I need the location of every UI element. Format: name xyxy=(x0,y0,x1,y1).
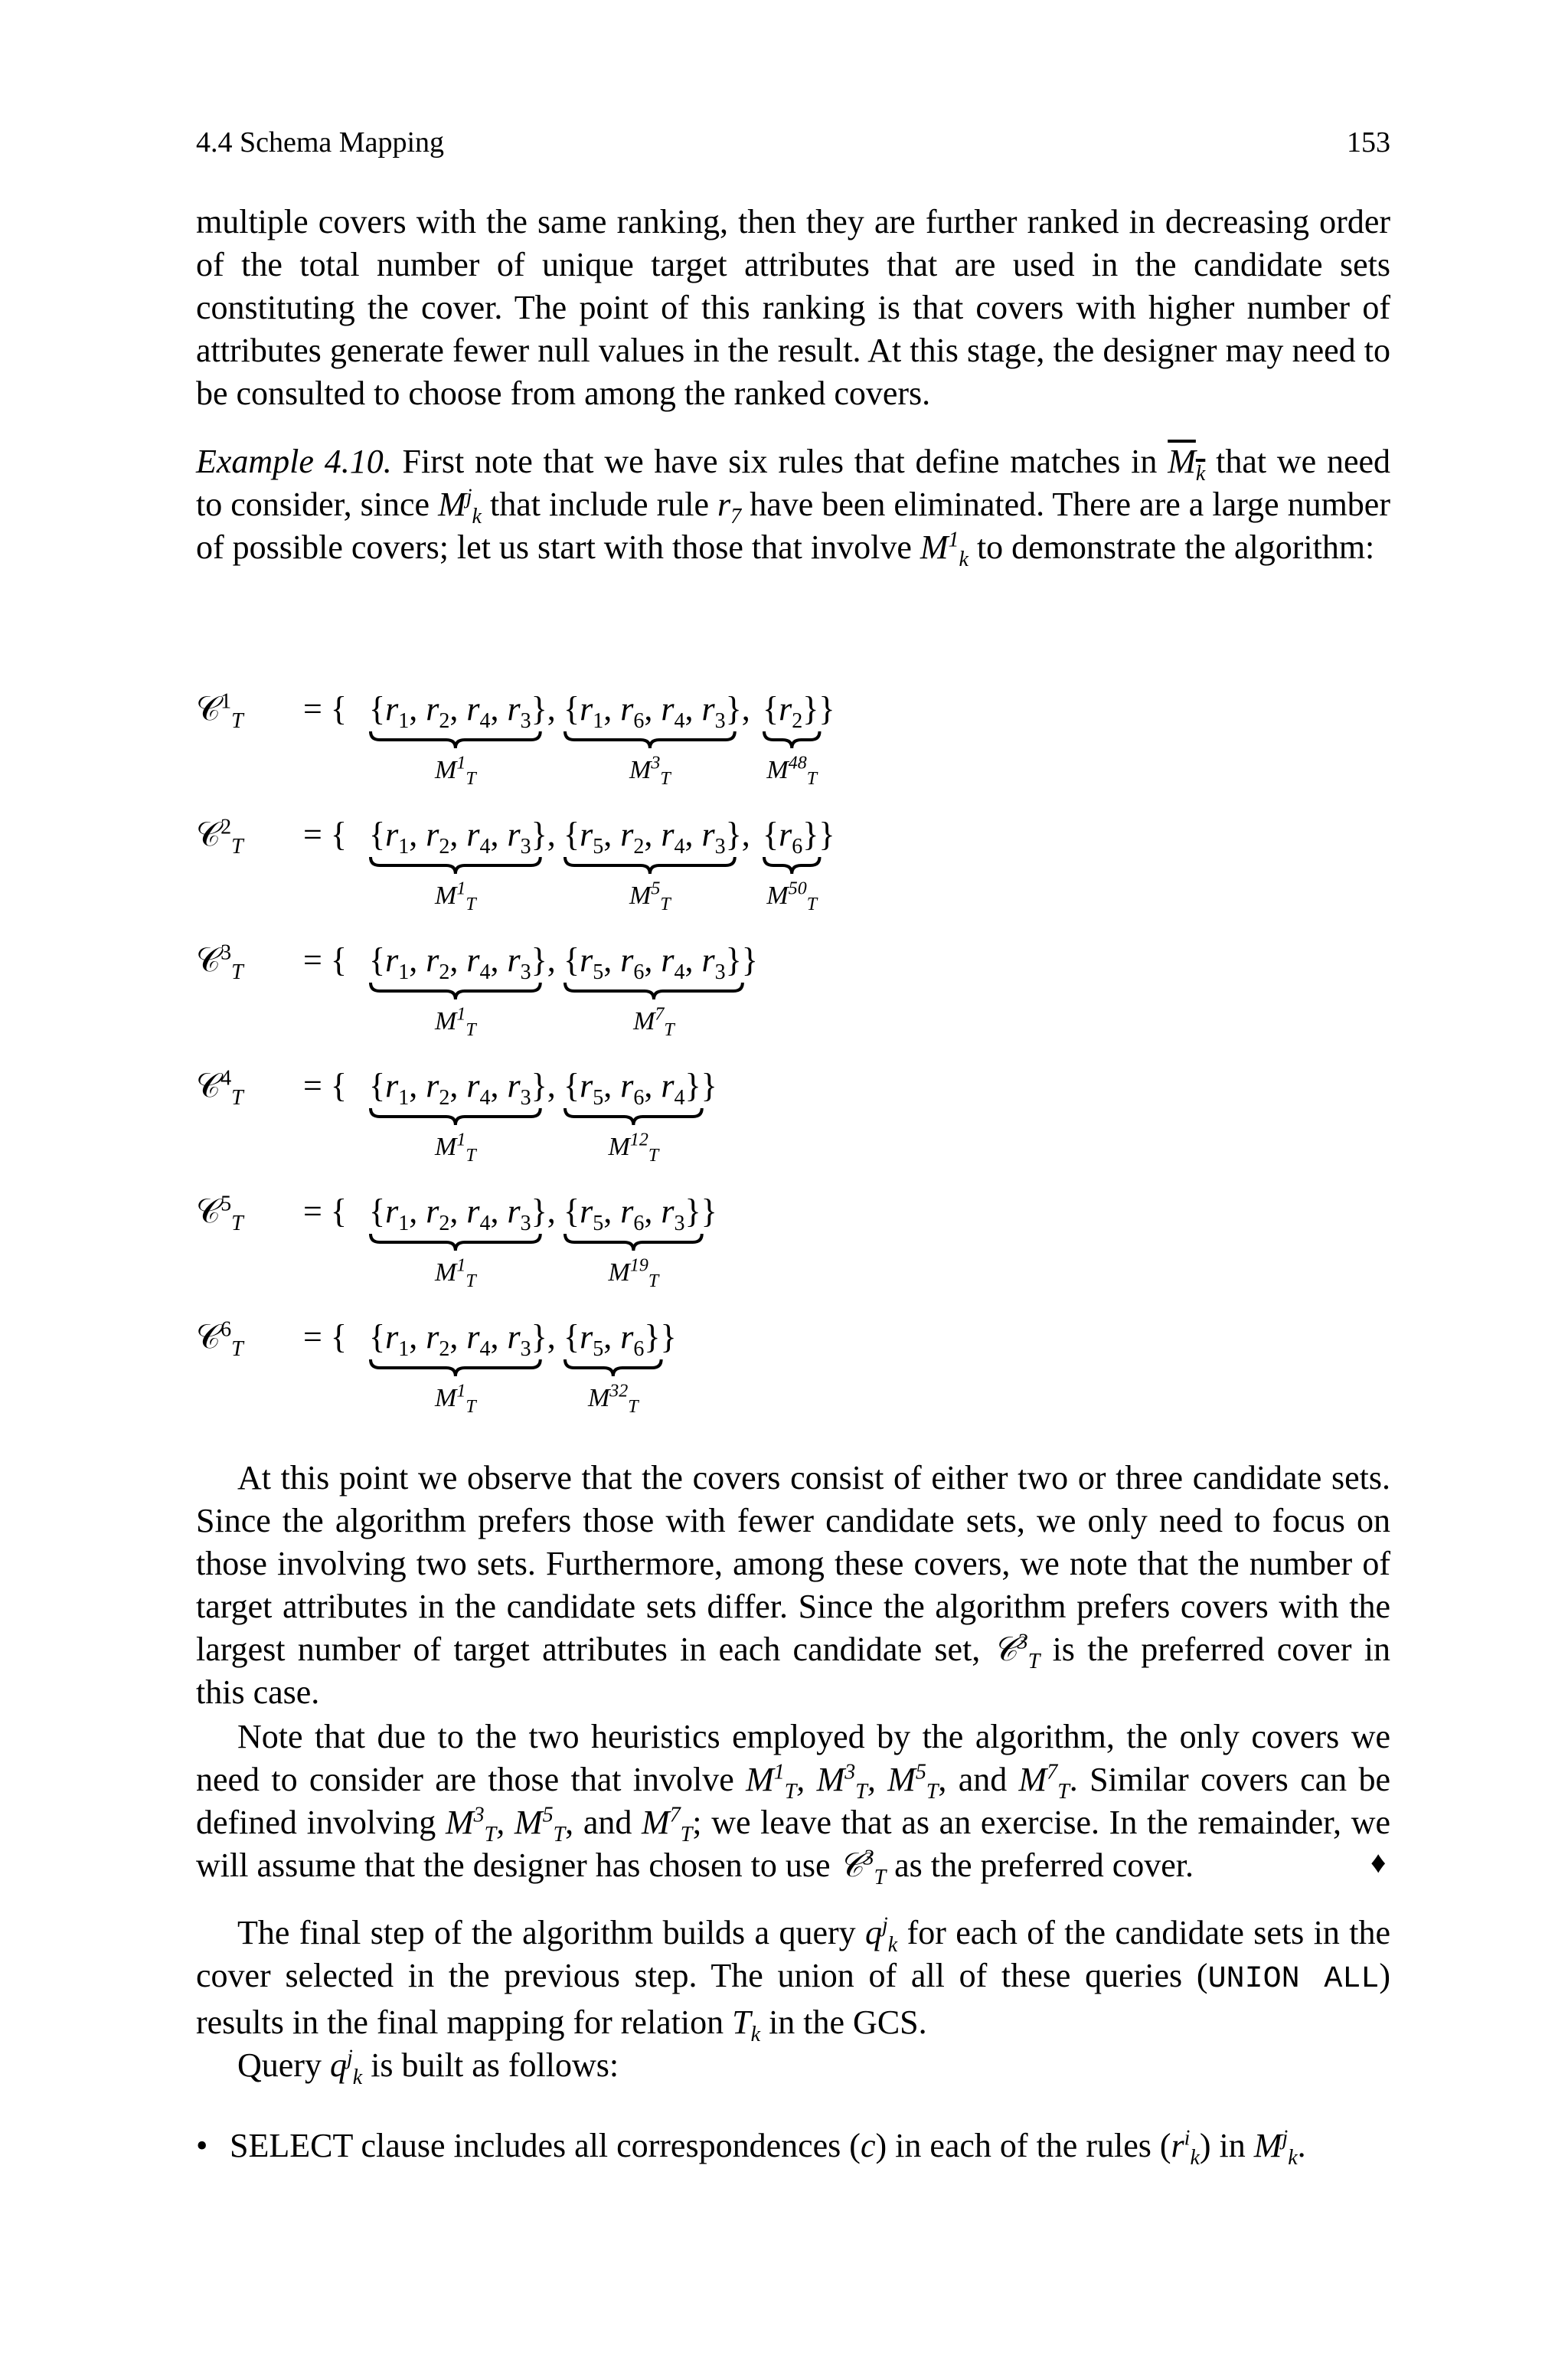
paragraph-2-text-2: is the preferred cover in this case. xyxy=(196,1631,1391,1711)
underbrace xyxy=(369,1107,542,1127)
cover-name: 𝒞$^1_T$ xyxy=(196,689,243,733)
bullet-item xyxy=(196,2124,1390,2170)
candidate-set-elements: $\{r_2\}$} xyxy=(763,690,835,733)
candidate-set-elements: {$r_5$, $r_6$}} xyxy=(564,1318,677,1361)
page-number: 153 xyxy=(1347,126,1390,159)
paragraph-3-text-3: . Similar covers can be defined involving xyxy=(196,1761,1390,1841)
cover-name: 𝒞$^2_T$ xyxy=(196,815,243,859)
underbrace xyxy=(564,730,737,750)
example-label: Example 4.10. xyxy=(196,443,392,480)
candidate-set-elements: {$r_5$, $r_6$, $r_4$}} xyxy=(564,1067,717,1110)
equals-sign: = { xyxy=(303,816,347,853)
underbrace xyxy=(763,730,822,750)
candidate-set-label: $M^1_T$ xyxy=(435,753,476,789)
paragraph-4-text-3: ) results in the final mapping for relation xyxy=(196,1957,1390,2041)
candidate-set xyxy=(763,689,835,789)
bullet-var-c: c xyxy=(860,2127,876,2164)
example-4-10 xyxy=(196,440,1390,569)
math-qkj: $q^j_k$ xyxy=(865,1913,898,1957)
end-of-example-diamond-icon: ♦ xyxy=(1370,1845,1387,1879)
candidate-set-elements: {$r_1$, $r_2$, $r_4$, $r_3$}, xyxy=(369,690,556,733)
candidate-set-elements: {$r_1$, $r_2$, $r_4$, $r_3$}, xyxy=(369,816,556,859)
math-qkj-b: $q^j_k$ xyxy=(329,2046,363,2089)
underbrace xyxy=(564,1232,704,1252)
bullet-text-1: SELECT clause includes all correspondences ( xyxy=(230,2127,861,2164)
paragraph-3 xyxy=(196,1716,1390,1887)
bullet-text-4: . xyxy=(1297,2127,1306,2164)
candidate-set-elements: {$r_5$, $r_6$, $r_3$}} xyxy=(564,1192,717,1235)
paragraph-4-text-1: The final step of the algorithm builds a query xyxy=(237,1914,865,1951)
math-mt-list-a: $M^1_T$, $M^3_T$, $M^5_T$ xyxy=(746,1760,939,1804)
candidate-set-label: $M^5_T$ xyxy=(629,878,671,914)
candidate-set xyxy=(369,1192,556,1291)
candidate-set-label: $M^{48}_T$ xyxy=(766,753,818,789)
equals-sign: = { xyxy=(303,1192,347,1230)
underbrace xyxy=(369,730,542,750)
math-r7: $r_7$ xyxy=(717,486,742,528)
covers-formula xyxy=(196,689,962,1425)
underbrace xyxy=(369,981,542,1001)
candidate-set-elements: $\{r_6\}$} xyxy=(763,816,835,859)
cover-name: 𝒞$^5_T$ xyxy=(196,1192,243,1235)
equals-sign: = { xyxy=(303,1318,347,1356)
math-mk1: $M^1_k$ xyxy=(920,528,969,571)
paragraph-2-text-1: At this point we observe that the covers consist of either two or three candidate sets. Since the algorithm prefers those with fewer candidate sets, we only need to focus on those involving two sets. Furthermore, among these covers, we note that the number of target attributes in the candidate sets differ. Since the algorithm prefers covers with the largest number of target attributes in each candidate set, xyxy=(196,1459,1390,1668)
candidate-set-label: $M^3_T$ xyxy=(629,753,671,789)
candidate-set-elements: {$r_5$, $r_2$, $r_4$, $r_3$}, xyxy=(564,816,750,859)
candidate-set-label: $M^7_T$ xyxy=(633,1004,675,1040)
example-text-5: to demonstrate the algorithm: xyxy=(968,528,1375,566)
candidate-set xyxy=(369,1066,556,1166)
paragraph-5-text-1: Query xyxy=(237,2046,330,2084)
underbrace xyxy=(369,1358,542,1378)
paragraph-1-text: multiple covers with the same ranking, then they are further ranked in decreasing order of the total number of unique target attributes that are used in the candidate sets constituting the cover. The point of this ranking is that covers with higher number of attributes generate fewer null values in the result. At this stage, the designer may need to be consulted to choose from among the ranked covers. xyxy=(196,203,1390,412)
example-text-4: have been eliminated. There are a large number of possible covers; let us start with those that involve xyxy=(196,486,1390,566)
underbrace xyxy=(369,1232,542,1252)
paragraph-2 xyxy=(196,1457,1390,1714)
paragraph-3-text-4: , and xyxy=(565,1804,642,1841)
candidate-set-label: $M^1_T$ xyxy=(435,1255,476,1291)
paragraph-1 xyxy=(196,201,1390,415)
cover-name: 𝒞$^6_T$ xyxy=(196,1317,243,1361)
example-text-1: First note that we have six rules that define matches in xyxy=(391,443,1168,480)
paragraph-4-text-4: in the GCS. xyxy=(760,2003,927,2041)
paragraph-3-text-2: , and xyxy=(938,1761,1019,1798)
candidate-set-label: $M^{50}_T$ xyxy=(766,878,818,914)
math-c3t-b: 𝒞$^3_T$ xyxy=(838,1846,887,1889)
candidate-set xyxy=(369,1317,556,1417)
cover-name: 𝒞$^4_T$ xyxy=(196,1066,243,1110)
paragraph-5-text-2: is built as follows: xyxy=(362,2046,619,2084)
underbrace xyxy=(564,1107,704,1127)
math-mkj: $M^j_k$ xyxy=(438,485,482,528)
candidate-set xyxy=(369,689,556,789)
candidate-set-label: $M^{19}_T$ xyxy=(608,1255,659,1291)
candidate-set-elements: {$r_1$, $r_6$, $r_4$, $r_3$}, xyxy=(564,690,750,733)
candidate-set xyxy=(564,1192,717,1291)
paragraph-4 xyxy=(196,1912,1390,2087)
candidate-set xyxy=(763,815,835,914)
candidate-set-elements: {$r_1$, $r_2$, $r_4$, $r_3$}, xyxy=(369,1067,556,1110)
candidate-set xyxy=(564,815,750,914)
bullet-text-3: ) in xyxy=(1199,2127,1254,2164)
math-mt7-a: $M^7_T$ xyxy=(1018,1760,1070,1804)
candidate-set-label: $M^{32}_T$ xyxy=(587,1381,639,1417)
section-title: 4.4 Schema Mapping xyxy=(196,126,445,159)
paragraph-4-text-2: for each of the candidate sets in the cover selected in the previous step. The union of all of these queries ( xyxy=(196,1914,1391,1994)
candidate-set-elements: {$r_1$, $r_2$, $r_4$, $r_3$}, xyxy=(369,1318,556,1361)
equals-sign: = { xyxy=(303,1067,347,1104)
candidate-set-elements: {$r_5$, $r_6$, $r_4$, $r_3$}} xyxy=(564,941,758,984)
candidate-set-elements: {$r_1$, $r_2$, $r_4$, $r_3$}, xyxy=(369,1192,556,1235)
candidate-set-label: $M^1_T$ xyxy=(435,1004,476,1040)
math-mkj-b: $M^j_k$ xyxy=(1253,2126,1298,2170)
candidate-set-label: $M^{12}_T$ xyxy=(608,1130,659,1166)
underbrace xyxy=(564,981,744,1001)
underbrace xyxy=(564,855,737,875)
math-c3t: 𝒞$^3_T$ xyxy=(992,1630,1040,1673)
candidate-set xyxy=(564,940,758,1040)
underbrace xyxy=(369,855,542,875)
cover-name: 𝒞$^3_T$ xyxy=(196,940,243,984)
bullet-icon: • xyxy=(196,2127,208,2164)
candidate-set xyxy=(369,815,556,914)
candidate-set xyxy=(564,1066,717,1166)
code-union-all: UNION ALL xyxy=(1207,1962,1380,1997)
math-mt-list-b: $M^3_T$, $M^5_T$ xyxy=(445,1803,566,1846)
equals-sign: = { xyxy=(303,941,347,979)
candidate-set-elements: {$r_1$, $r_2$, $r_4$, $r_3$}, xyxy=(369,941,556,984)
bullet-text-2: ) in each of the rules ( xyxy=(875,2127,1171,2164)
math-mk-overline: $M_k$ xyxy=(1168,443,1206,486)
candidate-set xyxy=(564,689,750,789)
candidate-set xyxy=(369,940,556,1040)
example-text-2: that we need to consider, since xyxy=(196,443,1391,523)
candidate-set-label: $M^1_T$ xyxy=(435,878,476,914)
example-text-3: that include rule xyxy=(481,486,718,523)
paragraph-3-text-6: as the preferred cover. xyxy=(886,1846,1194,1884)
underbrace xyxy=(564,1358,663,1378)
underbrace xyxy=(763,855,822,875)
equals-sign: = { xyxy=(303,690,347,728)
candidate-set xyxy=(564,1317,677,1417)
candidate-set-label: $M^1_T$ xyxy=(435,1381,476,1417)
math-mt7-b: $M^7_T$ xyxy=(642,1803,693,1846)
paragraph-3-text-1: Note that due to the two heuristics employed by the algorithm, the only covers we need to consider are those that involve xyxy=(196,1718,1390,1798)
math-tk: $T_k$ xyxy=(732,2003,761,2046)
candidate-set-label: $M^1_T$ xyxy=(435,1130,476,1166)
paragraph-3-text-5: ; we leave that as an exercise. In the remainder, we will assume that the designer has chosen to use xyxy=(196,1804,1391,1884)
math-rki: $r^i_k$ xyxy=(1171,2126,1200,2170)
